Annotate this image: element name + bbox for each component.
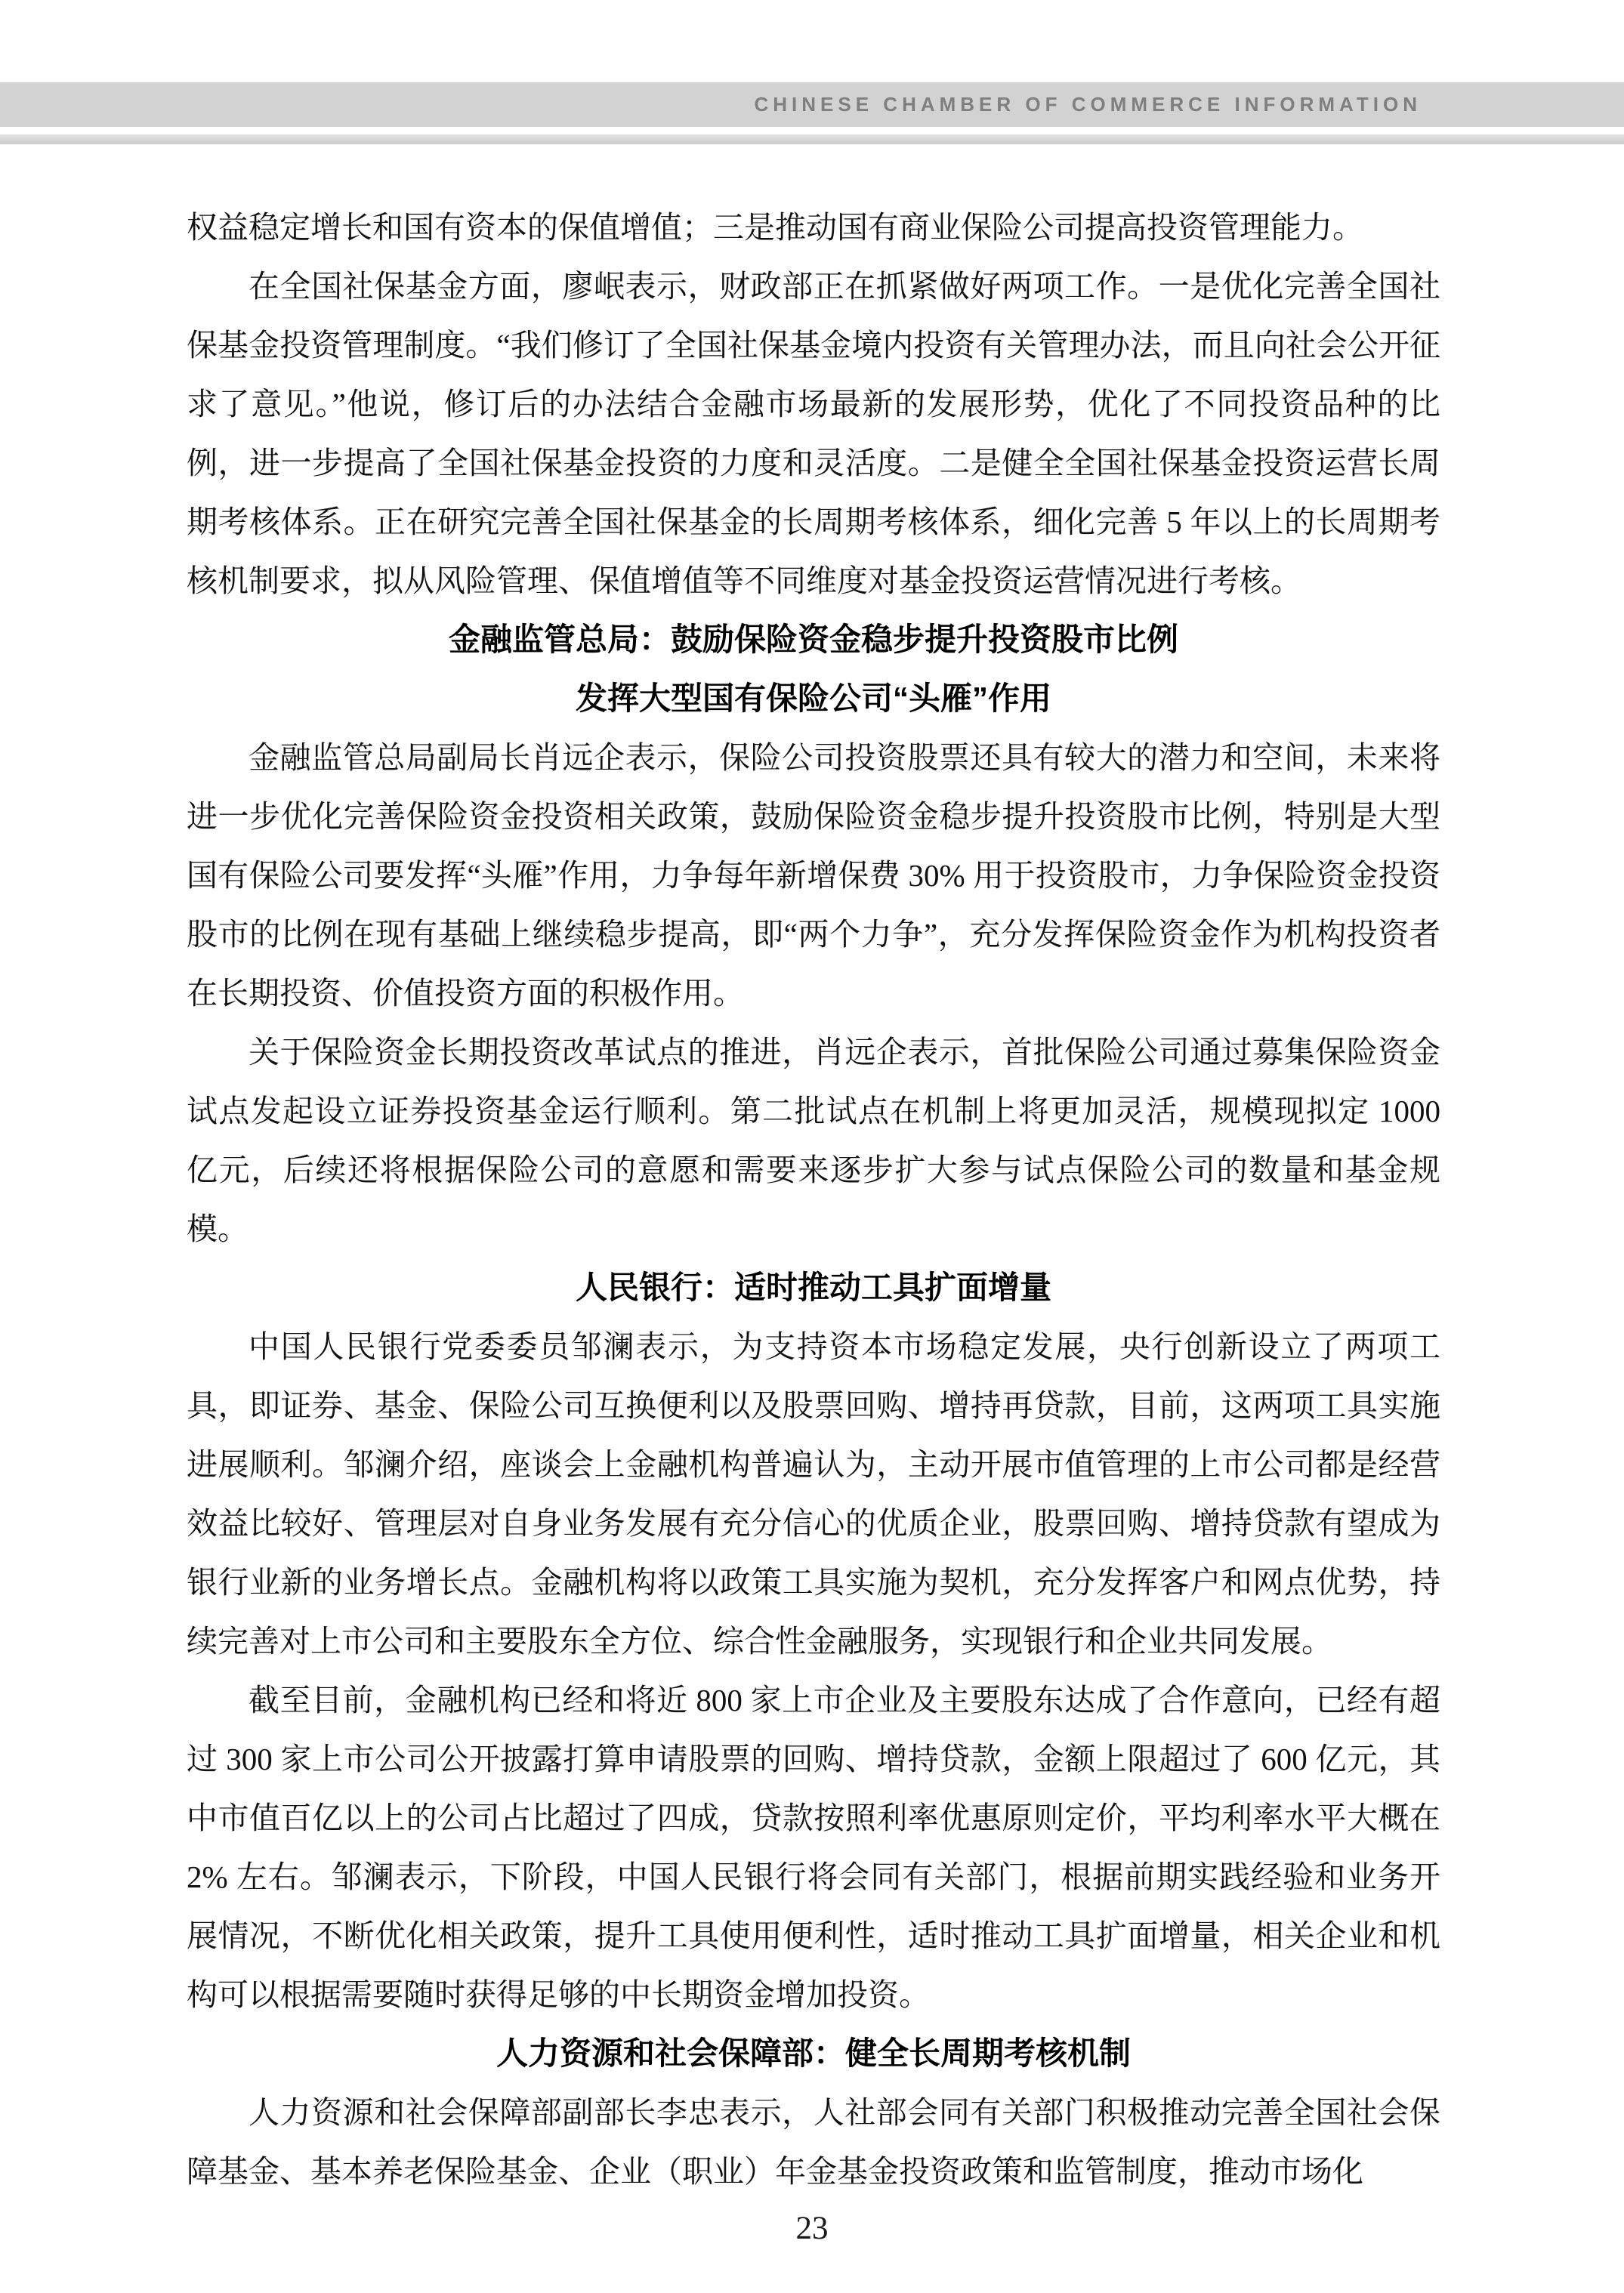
paragraph: 金融监管总局副局长肖远企表示，保险公司投资股票还具有较大的潜力和空间，未来将进一步优化完善保险资金投资相关政策，鼓励保险资金稳步提升投资股市比例，特别是大型国有保险公司要发挥“头雁”作用，力争每年新增保费 30% 用于投资股市，力争保险资金投资股市的比例在现有基础上继续稳步提高，即“两个力争”，充分发挥保险资金作为机构投资者在长期投资、价值投资方面的积极作用。 xyxy=(187,740,1440,1011)
page-number: 23 xyxy=(795,2211,829,2246)
header-band xyxy=(0,82,1624,127)
section-heading-subtitle: 发挥大型国有保险公司“头雁”作用 xyxy=(575,680,1051,716)
paragraph: 中国人民银行党委委员邹澜表示，为支持资本市场稳定发展，央行创新设立了两项工具，即证券、基金、保险公司互换便利以及股票回购、增持再贷款，目前，这两项工具实施进展顺利。邹澜介绍，座谈会上金融机构普遍认为，主动开展市值管理的上市公司都是经营效益比较好、管理层对自身业务发展有充分信心的优质企业，股票回购、增持贷款有望成为银行业新的业务增长点。金融机构将以政策工具实施为契机，充分发挥客户和网点优势，持续完善对上市公司和主要股东全方位、综合性金融服务，实现银行和企业共同发展。 xyxy=(187,1329,1440,1659)
paragraph-continuation: 权益稳定增长和国有资本的保值增值；三是推动国有商业保险公司提高投资管理能力。 xyxy=(187,210,1363,245)
section-heading: 人力资源和社会保障部：健全长周期考核机制 xyxy=(496,2035,1131,2071)
paragraph: 关于保险资金长期投资改革试点的推进，肖远企表示，首批保险公司通过募集保险资金试点发起设立证券投资基金运行顺利。第二批试点在机制上将更加灵活，规模现拟定 1000 亿元，后续还将根据保险公司的意愿和需要来逐步扩大参与试点保险公司的数量和基金规模。 xyxy=(187,1035,1440,1246)
header-banner-text: CHINESE CHAMBER OF COMMERCE INFORMATION xyxy=(754,93,1422,116)
section-heading: 人民银行：适时推动工具扩面增量 xyxy=(575,1270,1051,1305)
paragraph: 截至目前，金融机构已经和将近 800 家上市企业及主要股东达成了合作意向，已经有超过 300 家上市公司公开披露打算申请股票的回购、增持贷款，金额上限超过了 600 亿元，其中市值百亿以上的公司占比超过了四成，贷款按照利率优惠原则定价，平均利率水平大概在 2% 左右。邹澜表示，下阶段，中国人民银行将会同有关部门，根据前期实践经验和业务开展情况，不断优化相关政策，提升工具使用便利性，适时推动工具扩面增量，相关企业和机构可以根据需要随时获得足够的中长期资金增加投资。 xyxy=(187,1683,1440,2012)
article-body xyxy=(187,198,1440,2201)
paragraph-incomplete: 人力资源和社会保障部副部长李忠表示，人社部会同有关部门积极推动完善全国社会保障基金、基本养老保险基金、企业（职业）年金基金投资政策和监管制度，推动市场化 xyxy=(187,2095,1440,2189)
header-band-rule xyxy=(0,134,1624,144)
section-heading: 金融监管总局：鼓励保险资金稳步提升投资股市比例 xyxy=(448,622,1178,657)
paragraph: 在全国社保基金方面，廖岷表示，财政部正在抓紧做好两项工作。一是优化完善全国社保基金投资管理制度。“我们修订了全国社保基金境内投资有关管理办法，而且向社会公开征求了意见。”他说，修订后的办法结合金融市场最新的发展形势，优化了不同投资品种的比例，进一步提高了全国社保基金投资的力度和灵活度。二是健全全国社保基金投资运营长周期考核体系。正在研究完善全国社保基金的长周期考核体系，细化完善 5 年以上的长周期考核机制要求，拟从风险管理、保值增值等不同维度对基金投资运营情况进行考核。 xyxy=(187,269,1440,598)
